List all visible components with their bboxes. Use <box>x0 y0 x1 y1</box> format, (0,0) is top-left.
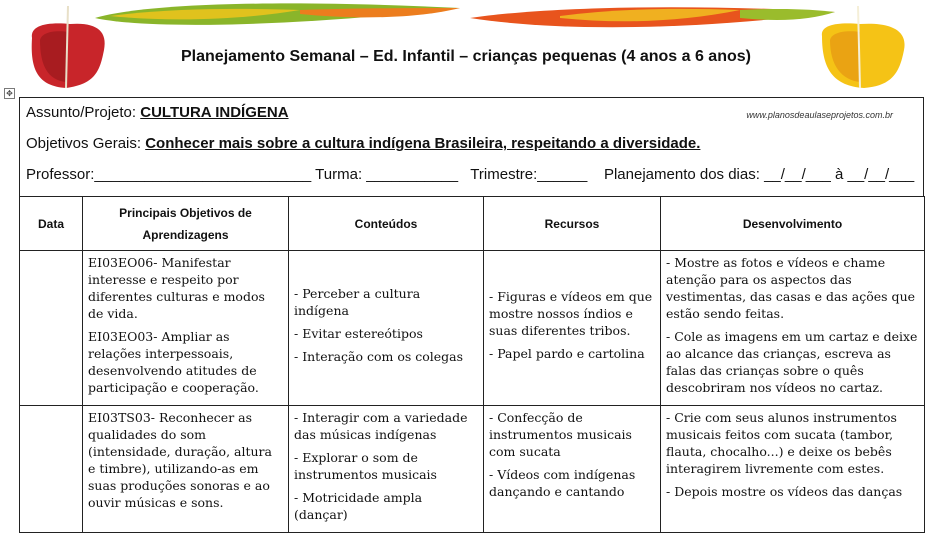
info-box <box>19 97 924 197</box>
cell-data <box>20 406 83 533</box>
subject-value: CULTURA INDÍGENA <box>140 104 289 121</box>
recurso-item: - Figuras e vídeos em que mostre nossos índios e suas diferentes tribos. <box>489 289 653 338</box>
feather-header <box>0 0 932 92</box>
header-recursos: Recursos <box>484 197 661 251</box>
recurso-item: - Papel pardo e cartolina <box>489 346 645 361</box>
objetivo-item: EI03EO03- Ampliar as relações interpessoais, desenvolvendo atitudes de participação e cooperação. <box>88 329 259 395</box>
planejamento-field: Planejamento dos dias: __/__/___ à __/__/___ <box>603 166 915 183</box>
trimestre-field: Trimestre:______ <box>470 166 588 183</box>
page-title: Planejamento Semanal – Ed. Infantil – crianças pequenas (4 anos a 6 anos) <box>181 48 751 65</box>
recurso-item: - Vídeos com indígenas dançando e cantando <box>489 467 636 499</box>
cell-recursos <box>484 406 661 533</box>
conteudo-item: - Perceber a cultura indígena <box>294 286 421 318</box>
conteudo-item: - Evitar estereótipos <box>294 326 423 341</box>
conteudo-item: - Explorar o som de instrumentos musicais <box>294 450 437 482</box>
table-header-row <box>20 197 925 251</box>
left-red-feather <box>32 6 105 88</box>
turma-field: Turma: ___________ <box>315 166 459 183</box>
table-row <box>20 251 925 406</box>
desenvolvimento-item: - Crie com seus alunos instrumentos musicais feitos com sucata (tambor, flauta, chocalho...) e deixe os bebês interagirem livremente com estes. <box>666 410 897 476</box>
subject-label: Assunto/Projeto: <box>26 104 137 121</box>
objectives-label: Objetivos Gerais: <box>26 135 142 152</box>
conteudo-item: - Motricidade ampla (dançar) <box>294 490 423 522</box>
table-move-handle-icon[interactable]: ✥ <box>4 88 15 99</box>
cell-recursos <box>484 251 661 406</box>
right-feather-horizontal <box>470 7 835 27</box>
conteudo-item: - Interação com os colegas <box>294 349 464 364</box>
conteudo-item: - Interagir com a variedade das músicas indígenas <box>294 410 468 442</box>
header-objetivos: Principais Objetivos de Aprendizagens <box>83 197 289 251</box>
feather-decoration <box>0 0 932 92</box>
table-row <box>20 406 925 533</box>
desenvolvimento-item: - Depois mostre os vídeos das danças <box>666 484 903 499</box>
objetivo-item: EI03TS03- Reconhecer as qualidades do som (intensidade, duração, altura e timbre), utilizando-as em suas produções sonoras e ao ouvir músicas e sons. <box>88 410 272 510</box>
cell-data <box>20 251 83 406</box>
fields-line <box>26 166 914 183</box>
subject-line <box>26 104 289 121</box>
desenvolvimento-item: - Cole as imagens em um cartaz e deixe ao alcance das crianças, escreva as falas das crianças sobre o quês descobriram nos vídeos no cartaz. <box>666 329 918 395</box>
header-data: Data <box>20 197 83 251</box>
recurso-item: - Confecção de instrumentos musicais com sucata <box>489 410 632 459</box>
header-conteudos: Conteúdos <box>289 197 484 251</box>
cell-conteudos <box>289 251 484 406</box>
objetivo-item: EI03EO06- Manifestar interesse e respeito por diferentes culturas e modos de vida. <box>88 255 265 321</box>
cell-conteudos <box>289 406 484 533</box>
website-text: www.planosdeaulaseprojetos.com.br <box>746 110 893 120</box>
left-feather-horizontal <box>95 3 460 24</box>
cell-desenvolvimento <box>661 406 925 533</box>
planning-table <box>19 196 925 533</box>
right-yellow-feather <box>822 6 905 88</box>
header-desenvolvimento: Desenvolvimento <box>661 197 925 251</box>
cell-objetivos <box>83 406 289 533</box>
professor-field: Professor:__________________________ <box>26 166 312 183</box>
cell-desenvolvimento <box>661 251 925 406</box>
objectives-value: Conhecer mais sobre a cultura indígena Brasileira, respeitando a diversidade. <box>145 135 701 152</box>
objectives-line <box>26 135 700 152</box>
desenvolvimento-item: - Mostre as fotos e vídeos e chame atenção para os aspectos das vestimentas, das casas e das ações que estão sendo feitas. <box>666 255 916 321</box>
cell-objetivos <box>83 251 289 406</box>
